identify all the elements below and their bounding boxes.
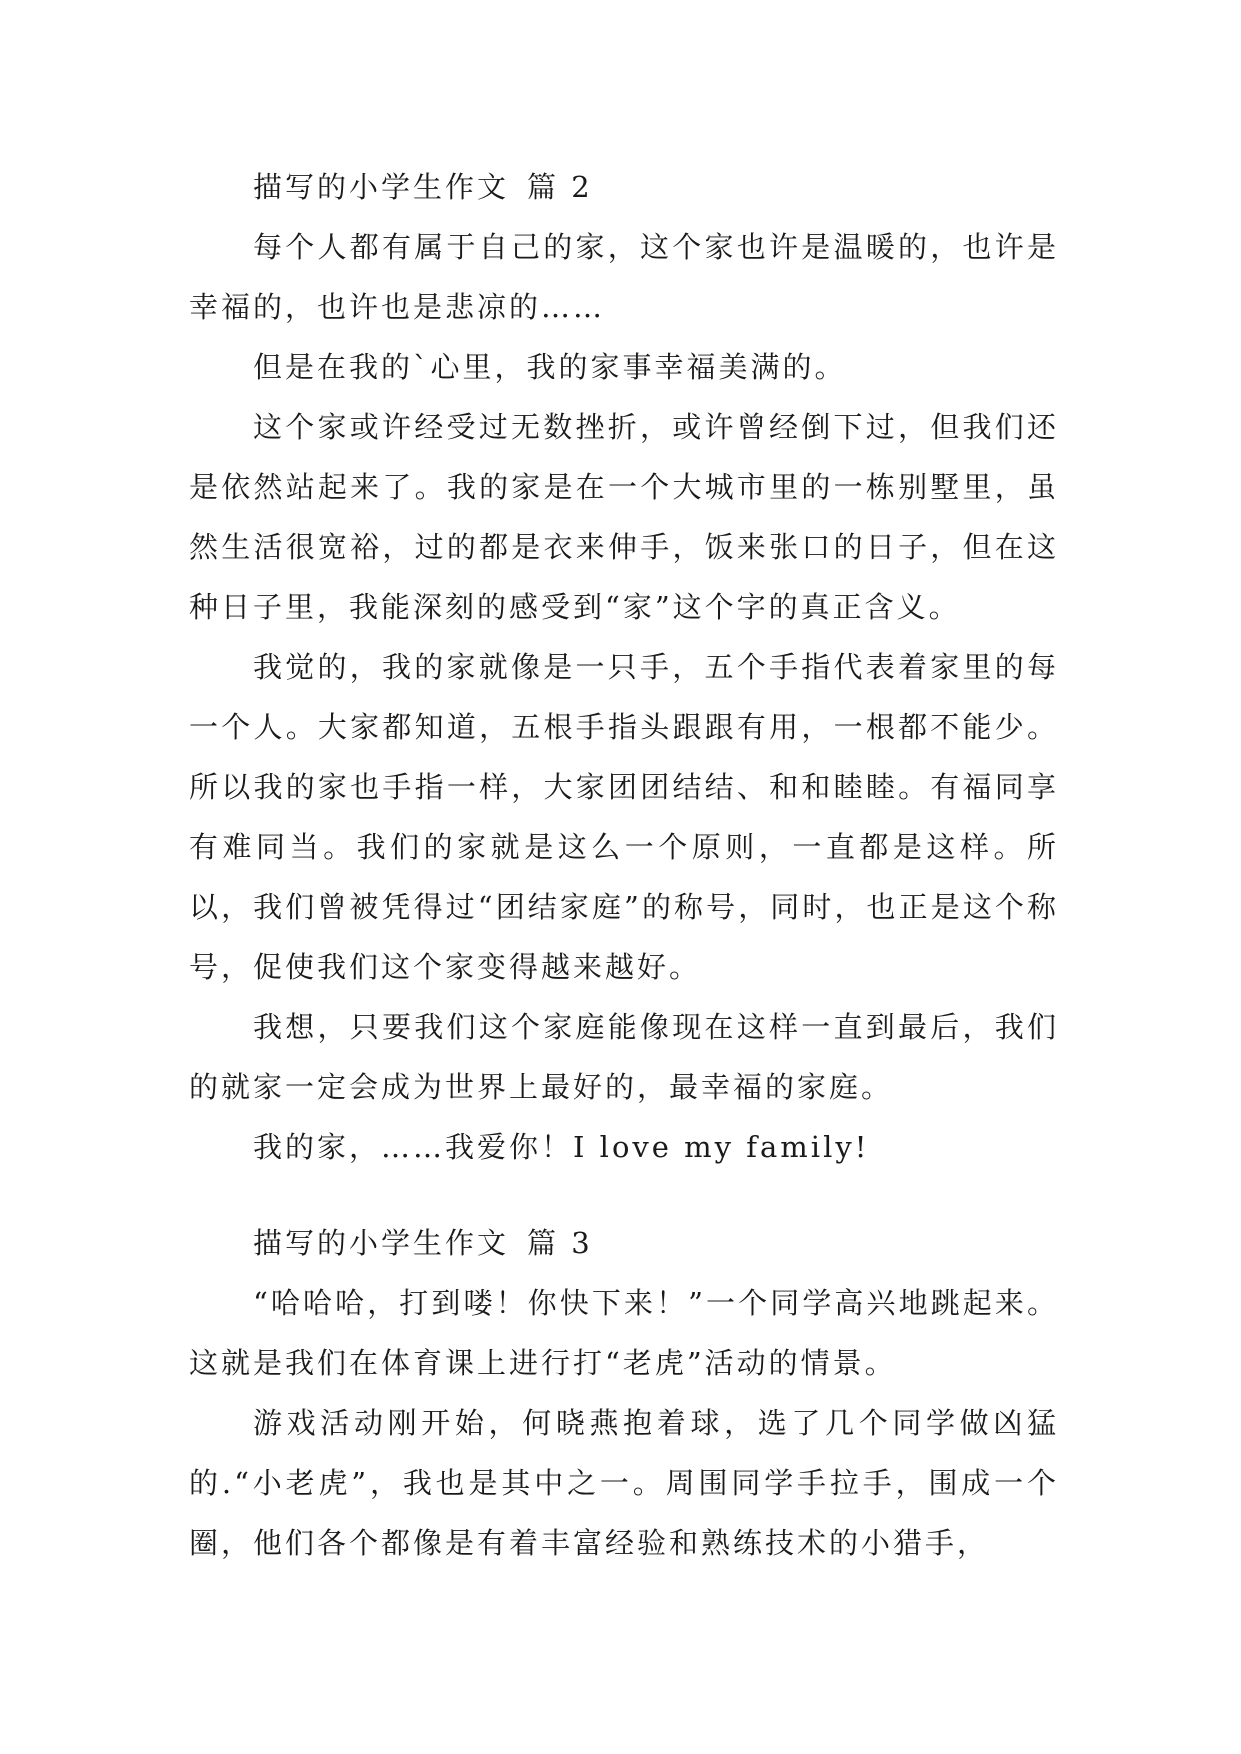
- paragraph: 我想，只要我们这个家庭能像现在这样一直到最后，我们的就家一定会成为世界上最好的，最幸福的家庭。: [189, 1010, 1059, 1104]
- paragraph: 我的家，……我爱你！I love my family!: [253, 1130, 870, 1164]
- essay-section-2: [189, 157, 1059, 1177]
- heading-number: 篇 2: [527, 170, 593, 204]
- paragraph: 游戏活动刚开始，何晓燕抱着球，选了几个同学做凶猛的.“小老虎”，我也是其中之一。周围同学手拉手，围成一个圈，他们各个都像是有着丰富经验和熟练技术的小猎手，: [189, 1406, 1059, 1560]
- heading-title: 描写的小学生作文: [253, 170, 510, 204]
- section-heading: [189, 1213, 1059, 1273]
- paragraph: 我觉的，我的家就像是一只手，五个手指代表着家里的每一个人。大家都知道，五根手指头跟跟有用，一根都不能少。所以我的家也手指一样，大家团团结结、和和睦睦。有福同享有难同当。我们的家就是这么一个原则，一直都是这样。所以，我们曾被凭得过“团结家庭”的称号，同时，也正是这个称号，促使我们这个家变得越来越好。: [189, 650, 1059, 984]
- heading-title: 描写的小学生作文: [253, 1226, 510, 1260]
- paragraph: 这个家或许经受过无数挫折，或许曾经倒下过，但我们还是依然站起来了。我的家是在一个大城市里的一栋别墅里，虽然生活很宽裕，过的都是衣来伸手，饭来张口的日子，但在这种日子里，我能深刻的感受到“家”这个字的真正含义。: [189, 410, 1059, 624]
- paragraph: 每个人都有属于自己的家，这个家也许是温暖的，也许是幸福的，也许也是悲凉的……: [189, 230, 1059, 324]
- essay-section-3: [189, 1213, 1059, 1573]
- heading-number: 篇 3: [527, 1226, 593, 1260]
- paragraph: 但是在我的`心里，我的家事幸福美满的。: [253, 350, 847, 384]
- paragraph: “哈哈哈，打到喽！你快下来！”一个同学高兴地跳起来。这就是我们在体育课上进行打“老虎”活动的情景。: [189, 1286, 1059, 1380]
- section-heading: [189, 157, 1059, 217]
